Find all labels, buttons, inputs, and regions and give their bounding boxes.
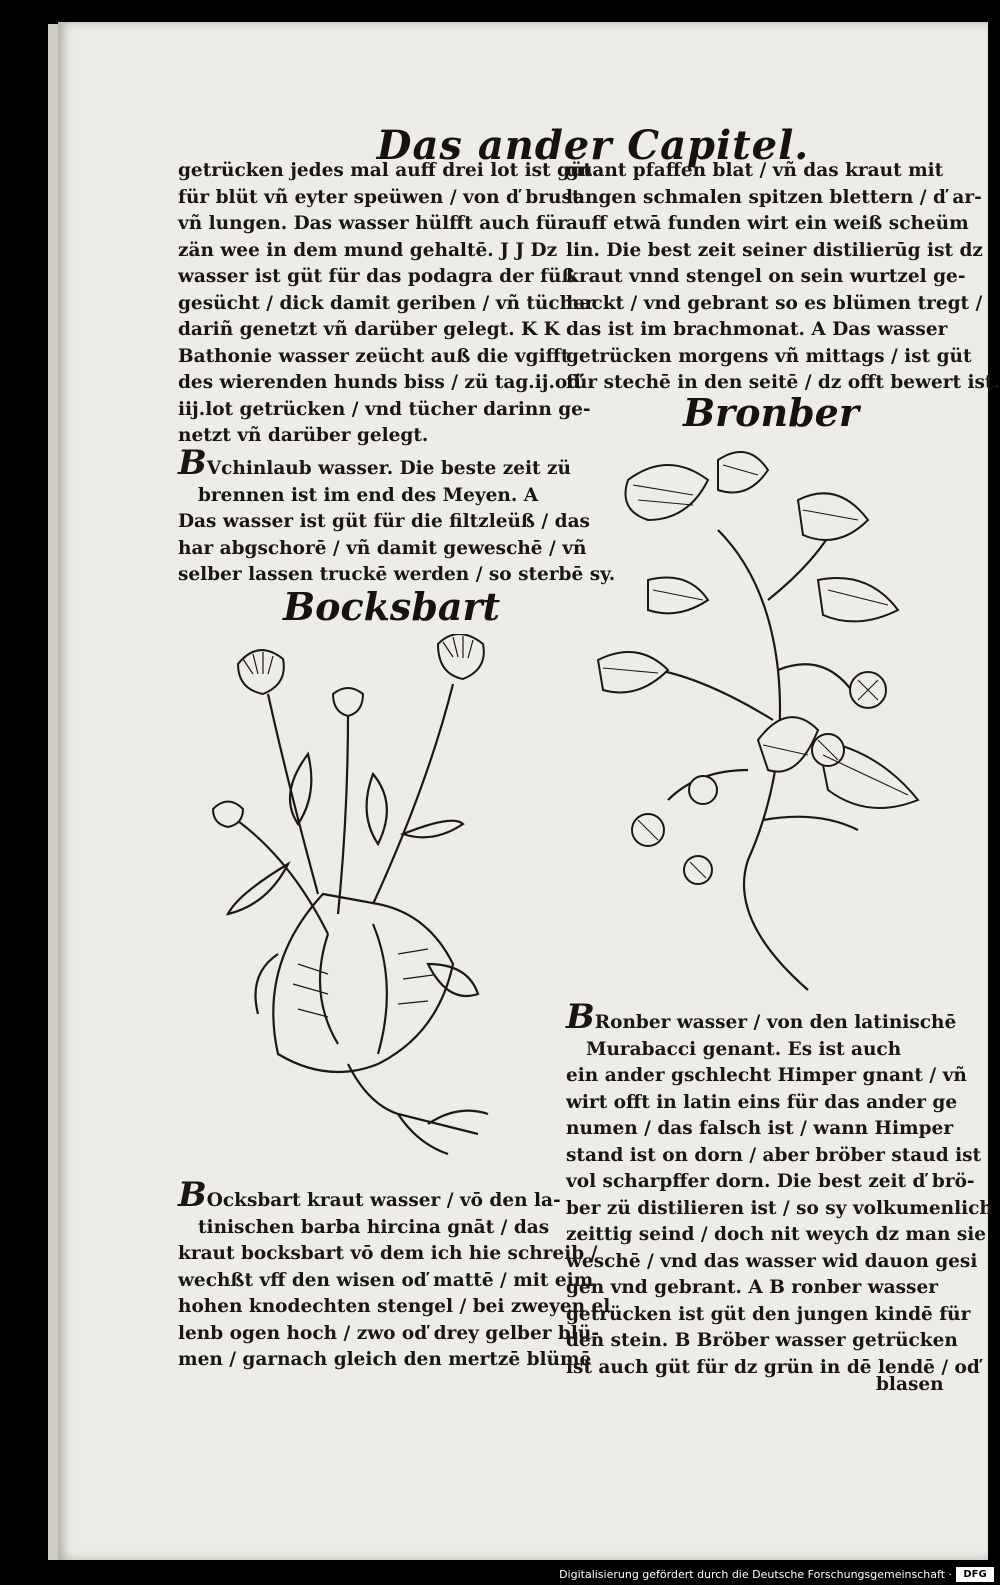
chapter-heading: Das ander Capitel.	[376, 122, 810, 169]
bronber-heading: Bronber	[683, 390, 859, 435]
text-line: hackt / vnd gebrant so es blümen tregt /	[566, 292, 983, 314]
text-line: Murabacci genant. Es ist auch	[586, 1038, 902, 1060]
text-line: hohen knodechten stengel / bei zweyen el	[178, 1296, 611, 1317]
text-line: Ronber wasser / von den latinischē	[594, 1012, 957, 1033]
text-line: für blüt vñ eyter speüwen / von ď brust	[178, 186, 581, 208]
text-line: langen schmalen spitzen blettern / ď ar-	[566, 186, 982, 208]
book-page	[58, 22, 1000, 1560]
initial-letter: B	[566, 997, 595, 1037]
text-line: netzt vñ darüber gelegt.	[178, 425, 429, 446]
text-line: den stein. B Bröber wasser getrücken	[566, 1330, 958, 1351]
text-line: lenb ogen hoch / zwo oď drey gelber blü-	[178, 1322, 599, 1344]
bocksbart-woodcut-illustration	[198, 634, 518, 1174]
text-line: stand ist on dorn / aber bröber staud ist	[566, 1144, 982, 1166]
initial-letter: B	[178, 443, 207, 483]
text-line: kraut bocksbart vō dem ich hie schreib /	[178, 1243, 598, 1264]
text-line: tinischen barba hircina gnāt / das	[198, 1216, 550, 1238]
text-line: getrücken morgens vñ mittags / ist güt	[566, 345, 972, 367]
footer-bar	[0, 1563, 1000, 1585]
text-line: Ocksbart kraut wasser / vō den la-	[206, 1190, 561, 1211]
initial-letter: B	[178, 1175, 207, 1215]
buchinlaub-paragraph	[178, 443, 616, 589]
text-line: getrücken ist güt den jungen kindē für	[566, 1303, 971, 1325]
text-line: Bathonie wasser zeücht auß die vgifft	[178, 345, 570, 367]
text-line: lin. Die best zeit seiner distilierūg ist dz	[566, 239, 983, 261]
text-line: gen vnd gebrant. A B ronber wasser	[566, 1277, 938, 1298]
catchword: blasen	[876, 1374, 944, 1395]
right-column-text	[566, 158, 1000, 397]
text-line: vol scharpffer dorn. Die best zeit ď brö-	[566, 1171, 975, 1192]
text-line: iij.lot getrücken / vnd tücher darinn ge-	[178, 398, 591, 420]
text-line: wirt offt in latin eins für das ander ge	[566, 1091, 958, 1113]
text-line: har abgschorē / vñ damit geweschē / vñ	[178, 537, 587, 559]
bronber-paragraph	[566, 997, 993, 1381]
text-line: wasser ist güt für das podagra der füß	[178, 266, 576, 287]
text-line: Das wasser ist güt für die filtzleüß / das	[178, 511, 590, 532]
text-line: selber lassen truckē werden / so sterbē sy.	[178, 564, 616, 585]
text-line: Vchinlaub wasser. Die beste zeit zü	[206, 458, 571, 479]
text-line: ist auch güt für dz grün in dē lendē / oď	[566, 1356, 980, 1378]
text-line: numen / das falsch ist / wann Himper	[566, 1118, 954, 1139]
left-column-text	[178, 158, 595, 450]
text-line: ber zü distilieren ist / so sy volkumenlich	[566, 1197, 993, 1219]
text-line: vñ lungen. Das wasser hülfft auch für	[178, 213, 568, 234]
text-line: zän wee in dem mund gehaltē. J J Dz	[178, 239, 558, 261]
bocksbart-heading: Bocksbart	[283, 584, 501, 629]
text-line: gnant pfaffen blat / vñ das kraut mit	[566, 160, 944, 181]
text-line: zeittig seind / doch nit weych dz man sie	[566, 1224, 987, 1245]
text-line: brennen ist im end des Meyen. A	[198, 484, 539, 506]
bocksbart-paragraph	[178, 1175, 611, 1374]
text-line: das ist im brachmonat. A Das wasser	[566, 319, 948, 340]
bronber-woodcut-illustration	[588, 440, 938, 1010]
text-line: ein ander gschlecht Himper gnant / vñ	[566, 1065, 967, 1086]
footer-credit: Digitalisierung gefördert durch die Deutsche Forschungsgemeinschaft ·	[559, 1568, 952, 1581]
text-line: für stechē in den seitē / dz offt bewert ist.	[566, 372, 1000, 393]
text-line: auff etwā funden wirt ein weiß scheüm	[566, 213, 969, 234]
text-line: weschē / vnd das wasser wid dauon gesi	[566, 1250, 978, 1272]
text-line: getrücken jedes mal auff drei lot ist güt	[178, 160, 592, 181]
dfg-logo: DFG	[956, 1567, 994, 1582]
text-line: kraut vnnd stengel on sein wurtzel ge-	[566, 266, 966, 287]
text-line: des wierenden hunds biss / zü tag.ij.oď	[178, 372, 581, 393]
text-line: gesücht / dick damit geriben / vñ tücher	[178, 292, 595, 314]
text-line: men / garnach gleich den mertzē blümē	[178, 1349, 592, 1370]
text-line: dariñ genetzt vñ darüber gelegt. K K	[178, 319, 560, 340]
text-line: wechßt vff den wisen oď mattē / mit eim	[178, 1269, 594, 1291]
